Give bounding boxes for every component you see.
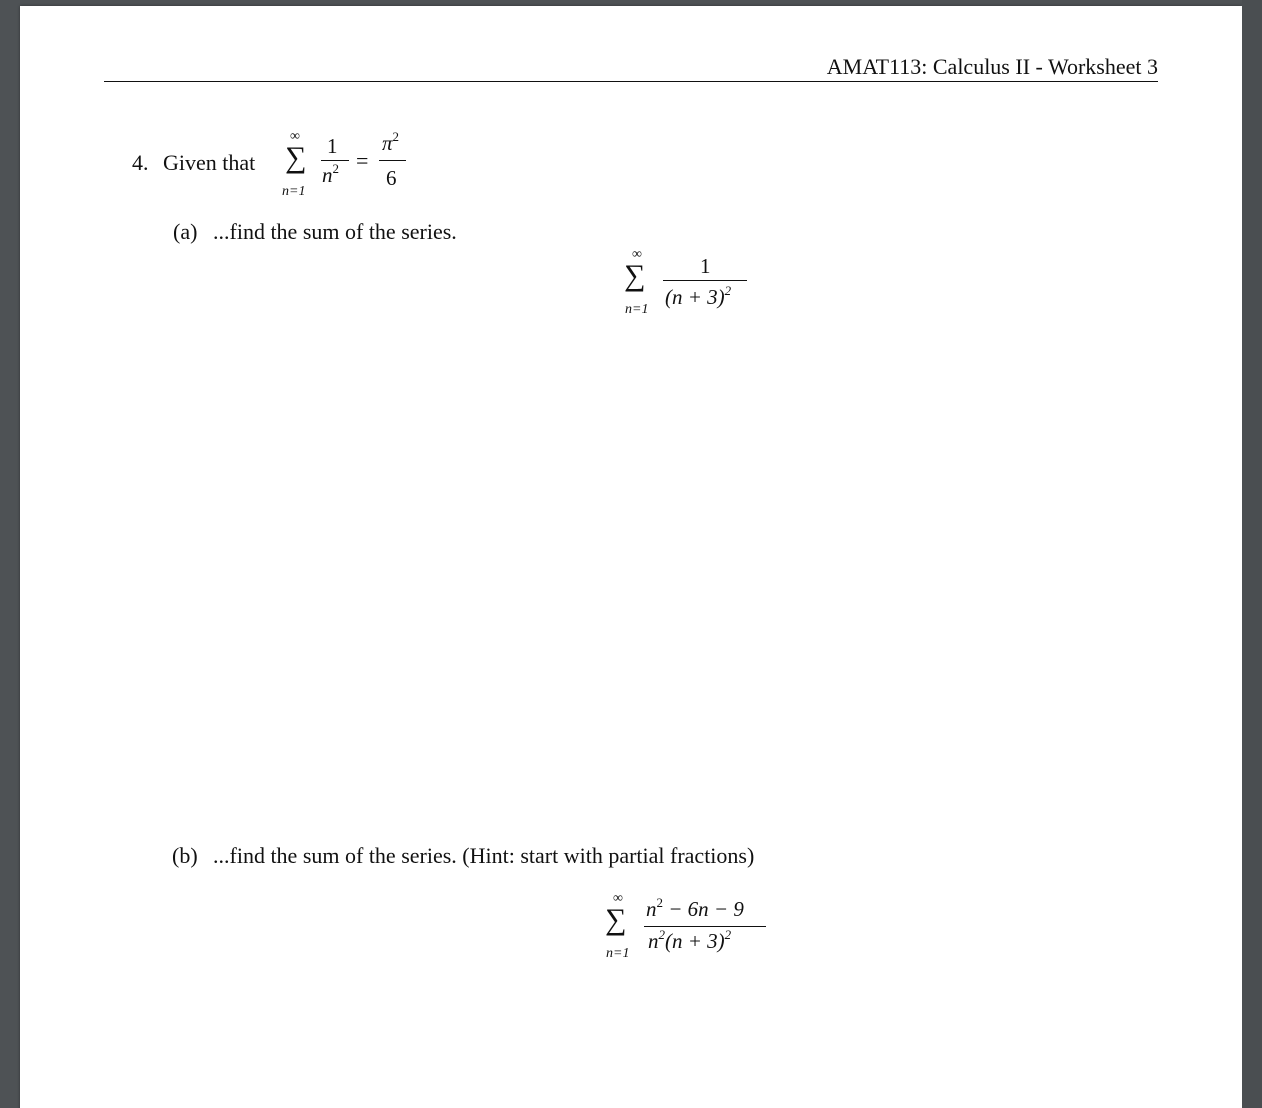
given-fraction-numerator: 1 xyxy=(327,134,338,158)
part-a-sigma-symbol: ∑ xyxy=(624,259,646,292)
header-rule xyxy=(104,81,1158,82)
part-a-text: ...find the sum of the series. xyxy=(213,219,457,244)
given-rhs-numerator: $\pi^2$ xyxy=(382,129,400,155)
part-b-lower-limit: n=1 xyxy=(606,946,630,961)
part-a-numerator: 1 xyxy=(700,254,711,278)
part-b-denominator: $n^2(n + 3)^2$ xyxy=(648,927,732,953)
given-sigma-symbol: ∑ xyxy=(285,141,307,174)
given-sum-upper-limit: ∞ xyxy=(290,129,300,144)
part-a-label: (a) xyxy=(173,219,198,244)
part-a-fraction-bar xyxy=(663,280,747,281)
given-sum-lower-limit: n=1 xyxy=(282,184,306,199)
part-b-label: (b) xyxy=(172,843,198,868)
given-equals-sign: = xyxy=(356,148,369,173)
problem-number: 4. xyxy=(132,150,149,175)
part-b-sigma-symbol: ∑ xyxy=(605,903,627,936)
part-a-lower-limit: n=1 xyxy=(625,302,649,317)
problem-intro: Given that xyxy=(163,150,256,175)
part-a-denominator: $(n + 3)^2$ xyxy=(665,283,732,309)
part-a-upper-limit: ∞ xyxy=(632,247,642,262)
given-fraction-denominator: $n^2$ xyxy=(322,161,339,187)
given-rhs-denominator: 6 xyxy=(386,166,397,190)
given-rhs-fraction-bar xyxy=(379,160,406,161)
pdf-page xyxy=(20,6,1242,1108)
part-b-numerator: $n^2 - 6n - 9$ xyxy=(646,895,744,921)
part-b-text: ...find the sum of the series. (Hint: start with partial fractions) xyxy=(213,843,755,868)
worksheet-header-title: AMAT113: Calculus II - Worksheet 3 xyxy=(826,54,1158,79)
part-b-upper-limit: ∞ xyxy=(613,891,623,906)
viewer-right-edge xyxy=(1242,0,1262,1108)
